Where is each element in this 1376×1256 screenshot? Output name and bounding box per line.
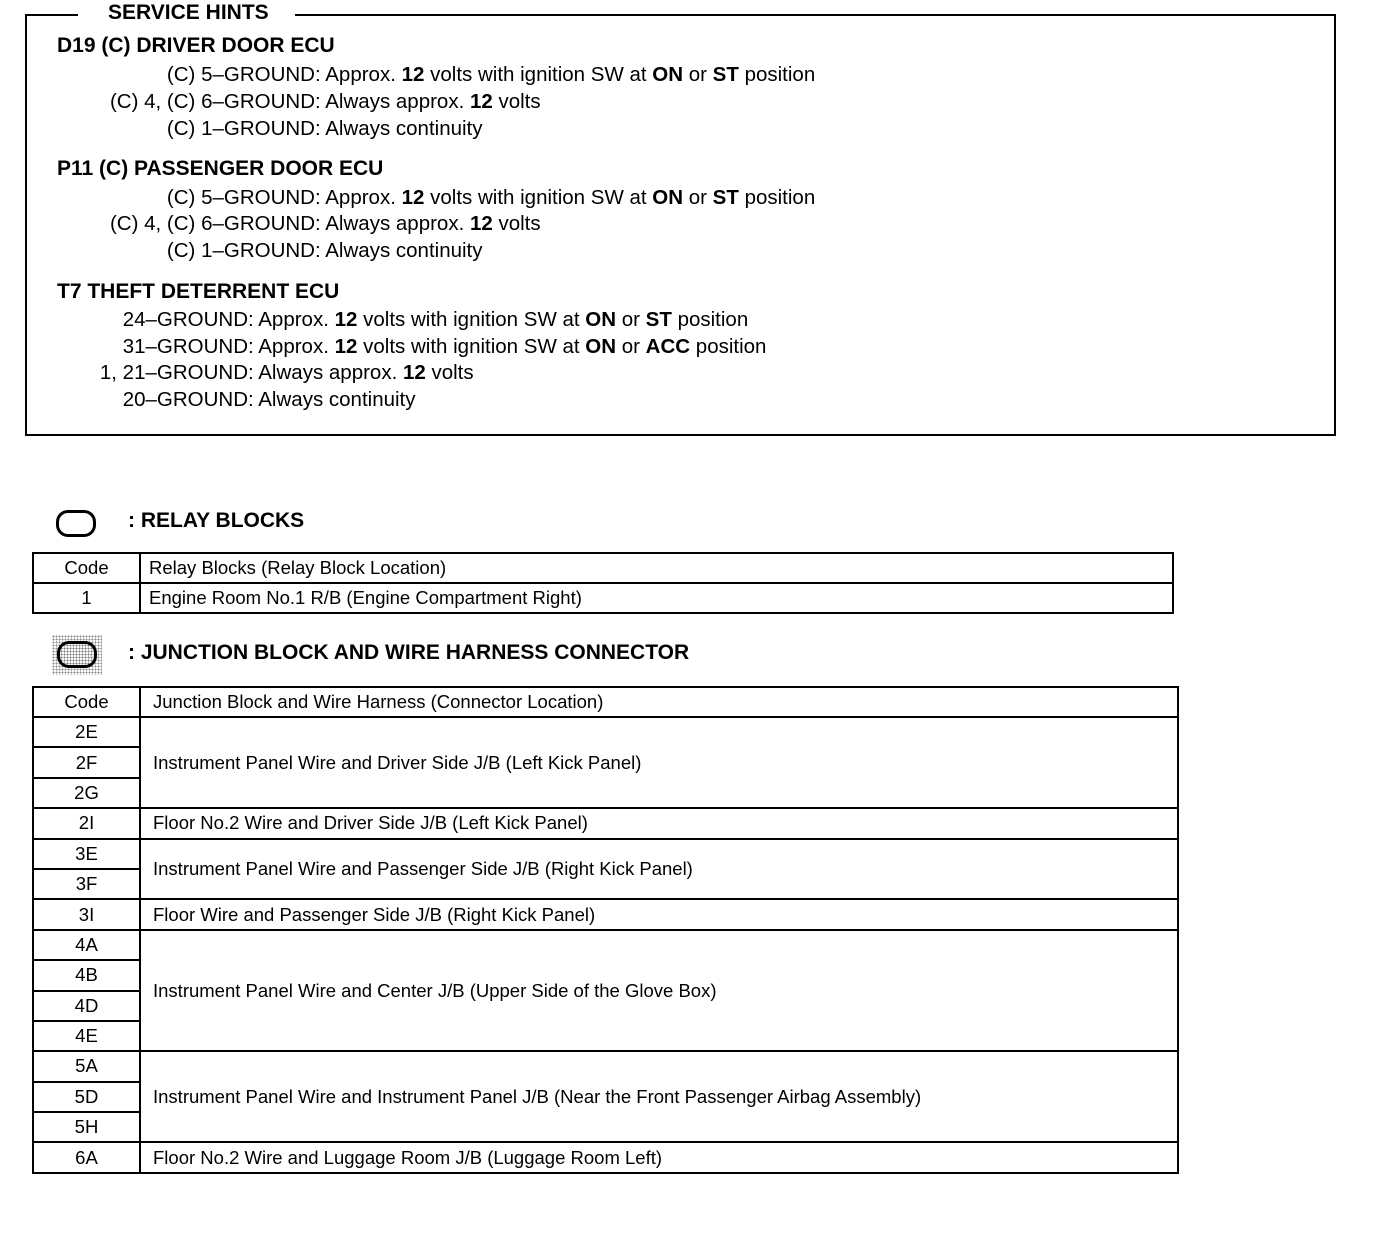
description-cell: Floor Wire and Passenger Side J/B (Right Kick Panel)	[140, 899, 1178, 929]
emphasis-value: 12	[334, 335, 358, 358]
text-segment: : Always approx.	[315, 90, 470, 113]
description-cell: Instrument Panel Wire and Center J/B (Upper Side of the Glove Box)	[140, 930, 1178, 1052]
header-code: Code	[33, 553, 140, 583]
code-cell: 5A	[33, 1051, 140, 1081]
text-segment: : Always continuity	[248, 388, 416, 411]
pin-label: (C) 4, (C) 6–GROUND	[109, 212, 315, 235]
text-segment: volts with ignition SW at	[357, 308, 586, 331]
table-row	[33, 717, 1178, 747]
text-segment: : Approx.	[315, 63, 402, 86]
section-heading-driver-door-ecu: D19 (C) DRIVER DOOR ECU	[57, 34, 335, 57]
code-cell: 5D	[33, 1082, 140, 1112]
relay-block-icon	[56, 510, 96, 537]
text-segment: : Always approx.	[315, 212, 470, 235]
table-row	[33, 1051, 1178, 1081]
relay-code-cell: 1	[33, 583, 140, 613]
emphasis-value: ON	[652, 63, 684, 86]
pin-label: 31–GROUND	[122, 335, 248, 358]
text-segment: : Always approx.	[248, 361, 403, 384]
header-description: Junction Block and Wire Harness (Connector Location)	[140, 687, 1178, 717]
code-cell: 4E	[33, 1021, 140, 1051]
hint-text	[315, 211, 541, 237]
header-code: Code	[33, 687, 140, 717]
text-segment: volts	[492, 212, 541, 235]
hint-text	[315, 116, 483, 142]
table-header-row	[33, 687, 1178, 717]
table-row	[33, 583, 1173, 613]
emphasis-value: ON	[585, 308, 617, 331]
text-segment: volts with ignition SW at	[424, 63, 653, 86]
text-segment: or	[683, 186, 713, 209]
junction-block-label: : JUNCTION BLOCK AND WIRE HARNESS CONNECTOR	[128, 641, 690, 664]
emphasis-value: ST	[712, 186, 739, 209]
pin-label: 1, 21–GROUND	[99, 361, 248, 384]
emphasis-value: 12	[334, 308, 358, 331]
text-segment: : Approx.	[315, 186, 402, 209]
text-segment: volts	[492, 90, 541, 113]
emphasis-value: ST	[645, 308, 672, 331]
emphasis-value: 12	[402, 361, 426, 384]
code-cell: 4D	[33, 991, 140, 1021]
text-segment: position	[671, 308, 749, 331]
table-row	[33, 1142, 1178, 1172]
emphasis-value: ON	[652, 186, 684, 209]
code-cell: 2E	[33, 717, 140, 747]
text-segment: : Approx.	[248, 308, 335, 331]
hint-text	[315, 89, 541, 115]
table-row	[33, 839, 1178, 869]
hint-text	[248, 334, 766, 360]
hint-text	[315, 185, 815, 211]
emphasis-value: ST	[712, 63, 739, 86]
code-cell: 4A	[33, 930, 140, 960]
description-cell: Instrument Panel Wire and Instrument Panel J/B (Near the Front Passenger Airbag Assembly)	[140, 1051, 1178, 1142]
text-segment: or	[683, 63, 713, 86]
text-segment: : Approx.	[248, 335, 335, 358]
code-cell: 6A	[33, 1142, 140, 1172]
text-segment: volts with ignition SW at	[424, 186, 653, 209]
text-segment: or	[616, 308, 646, 331]
pin-label: (C) 1–GROUND	[166, 117, 315, 140]
pin-label: (C) 5–GROUND	[166, 186, 315, 209]
pin-label: (C) 1–GROUND	[166, 239, 315, 262]
code-cell: 2F	[33, 747, 140, 777]
section-heading-passenger-door-ecu: P11 (C) PASSENGER DOOR ECU	[57, 157, 384, 180]
table-header-row	[33, 553, 1173, 583]
header-description: Relay Blocks (Relay Block Location)	[140, 553, 1173, 583]
text-segment: volts with ignition SW at	[357, 335, 586, 358]
code-cell: 2I	[33, 808, 140, 838]
relay-blocks-table	[32, 552, 1174, 614]
table-row	[33, 930, 1178, 960]
text-segment: position	[738, 63, 816, 86]
hint-text	[315, 62, 815, 88]
text-segment: or	[616, 335, 646, 358]
hint-text	[248, 307, 748, 333]
text-segment: position	[690, 335, 767, 358]
relay-blocks-label: : RELAY BLOCKS	[128, 509, 305, 532]
relay-description-cell: Engine Room No.1 R/B (Engine Compartment Right)	[140, 583, 1173, 613]
code-cell: 3I	[33, 899, 140, 929]
code-cell: 5H	[33, 1112, 140, 1142]
pin-label: (C) 5–GROUND	[166, 63, 315, 86]
description-cell: Instrument Panel Wire and Passenger Side J/B (Right Kick Panel)	[140, 839, 1178, 900]
service-hints-title: SERVICE HINTS	[78, 0, 295, 26]
code-cell: 2G	[33, 778, 140, 808]
emphasis-value: 12	[401, 186, 425, 209]
table-row	[33, 808, 1178, 838]
pin-label: (C) 4, (C) 6–GROUND	[109, 90, 315, 113]
text-segment: position	[738, 186, 816, 209]
emphasis-value: 12	[401, 63, 425, 86]
text-segment: volts	[425, 361, 474, 384]
emphasis-value: 12	[469, 90, 493, 113]
description-cell: Floor No.2 Wire and Luggage Room J/B (Luggage Room Left)	[140, 1142, 1178, 1172]
hint-text	[248, 387, 416, 413]
table-row	[33, 899, 1178, 929]
section-heading-theft-deterrent-ecu: T7 THEFT DETERRENT ECU	[57, 280, 340, 303]
junction-blocks-table	[32, 686, 1179, 1174]
text-segment: : Always continuity	[315, 239, 483, 262]
code-cell: 3E	[33, 839, 140, 869]
pin-label: 24–GROUND	[122, 308, 248, 331]
emphasis-value: 12	[469, 212, 493, 235]
code-cell: 4B	[33, 960, 140, 990]
junction-table-body	[33, 687, 1178, 1173]
text-segment: : Always continuity	[315, 117, 483, 140]
junction-block-icon	[57, 641, 97, 668]
description-cell: Floor No.2 Wire and Driver Side J/B (Left Kick Panel)	[140, 808, 1178, 838]
hint-text	[315, 238, 483, 264]
code-cell: 3F	[33, 869, 140, 899]
description-cell: Instrument Panel Wire and Driver Side J/B (Left Kick Panel)	[140, 717, 1178, 808]
emphasis-value: ACC	[645, 335, 691, 358]
emphasis-value: ON	[585, 335, 617, 358]
pin-label: 20–GROUND	[122, 388, 248, 411]
hint-text	[248, 360, 474, 386]
